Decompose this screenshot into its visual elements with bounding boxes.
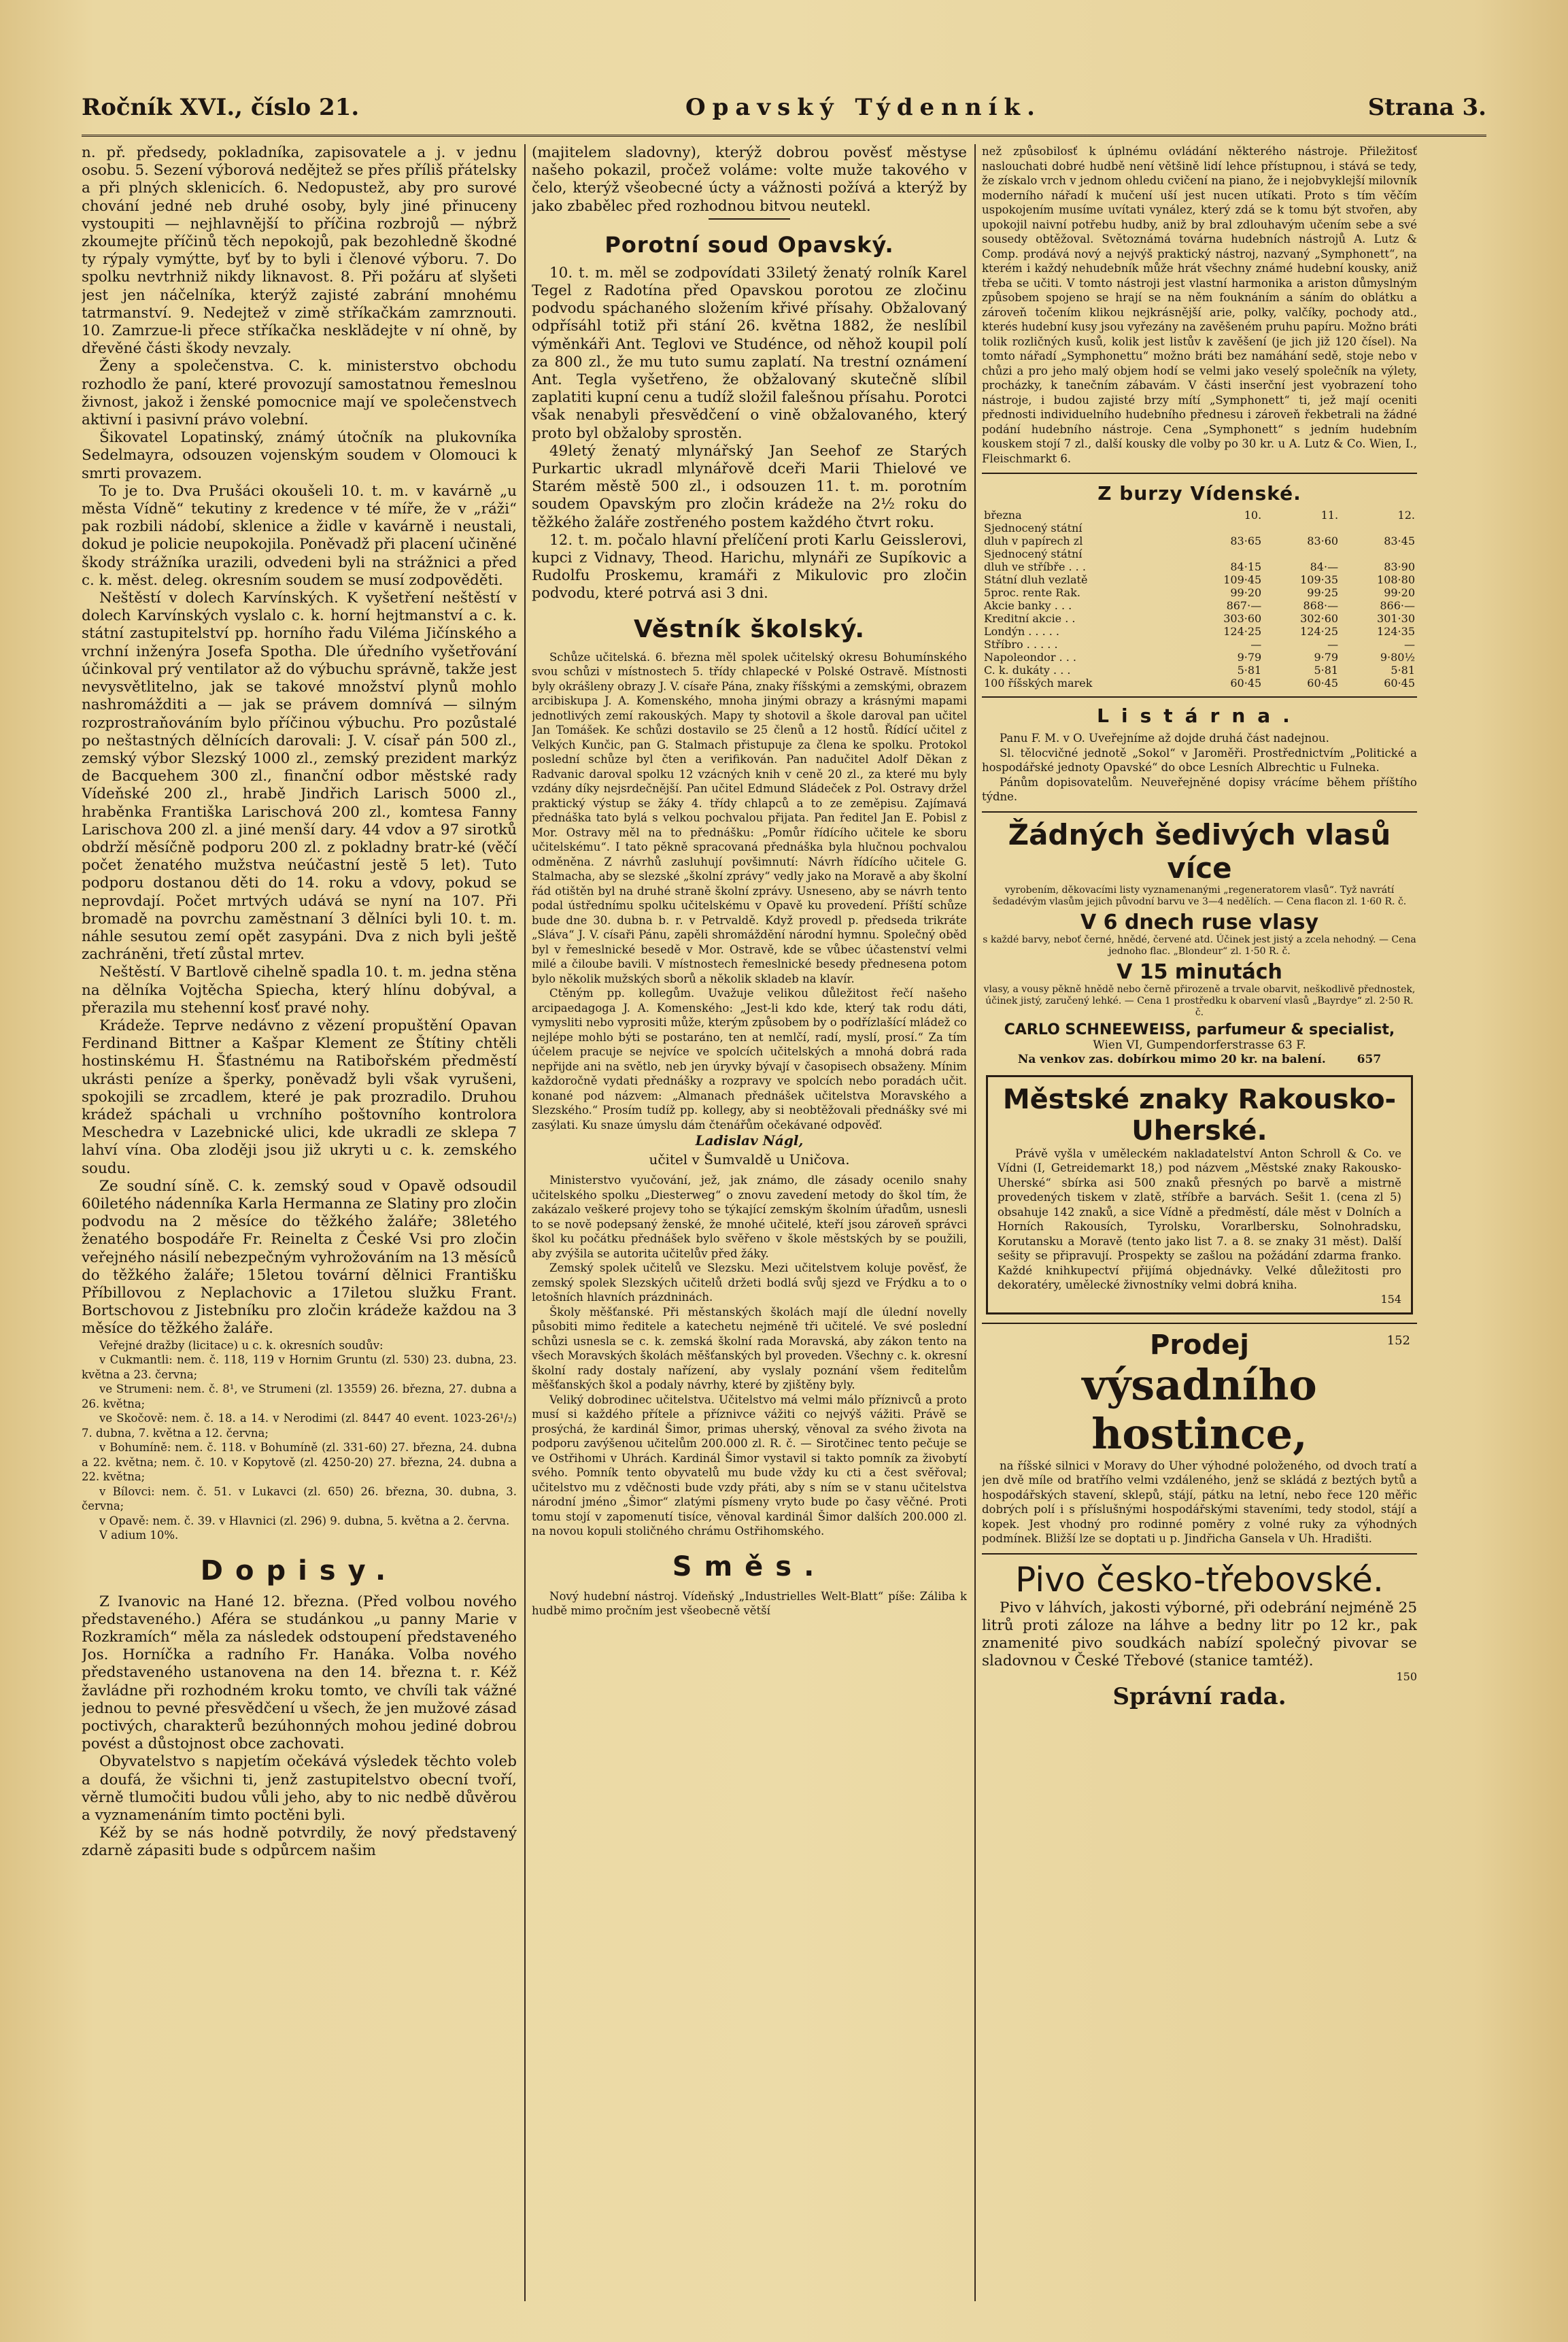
- row-label: dluh ve stříbře . . .: [984, 560, 1086, 573]
- list-item: ve Strumeni: nem. č. 8¹, ve Strumeni (zl. 13559) 26. března, 27. dubna a 26. května;: [82, 1382, 517, 1410]
- paragraph: Neštěstí v dolech Karvínských. K vyšetření neštěstí v dolech Karvínských vyslalo c. k. horní hejtmanství a c. k. státní zastupitelství pp. horního řadu Viléma Jičínského a vrchní inženýra Josefa Spotha. Dle úředního vyšetřování účinkoval prý ventilator až do výbuchu správně, takže jest nevysvětlitelno, jak se takové množství plynů mohlo nashromážditi a — jak se právem domnívá — silným rozprostraňováním bylo příčinou výbuchu. Pro pozůstalé po neštastných dělnících darovali: J. V. císař pán 500 zl., zemský výbor Slezský 1000 zl., zemský prezident markýz de Bacquehem 300 zl., finanční odbor městské rady Vídeňské 200 zl., hrabě Jindřich Larisch 5000 zl., hraběnka Františka Larischová 200 zl., komtesa Fanny Larischova 200 zl. a jiné menší dary. 44 vdov a 97 sirotků obdrží měsíčně podporu 200 zl. z pokladny bratr-ké (věčí počet ženatého mužstva neúčastní jestě 5 let). Tuto podporu dostanou děti do 14. roku a vdovy, pokud se neprovdají. Počet mrtvých udává se nyní na 107. Při bromadě na povrchu zaměstnaní 3 dělníci byli 10. t. m. náhle sesutou zemí opět zasypáni. Dva z nich byli ještě zachráněni, třetí zůstal mrtev.: [82, 590, 517, 964]
- row-label: 5proc. rente Rak.: [984, 586, 1080, 599]
- advert-number: 154: [1380, 1292, 1401, 1306]
- value-cell: [1340, 522, 1417, 534]
- stock-table-body: [982, 522, 1417, 690]
- column-1: [82, 144, 517, 2315]
- value-cell: 60·45: [1230, 677, 1262, 690]
- paragraph: Schůze učitelská. 6. března měl spolek učitelský okresu Bohumínského svou schůzi v místnostech 5. třídy chlapecké v Polské Ostravě. Místnosti byly okrášleny obrazy J. V. císaře Pána, znaky říšskými a zemskými, obrazem arcibiskupa J. A. Komenského, mnoha jinými obrazy a krásnými mapami jednotlivých zemí rakouských. Mapy ty shotovil a škole daroval pan učitel Jan Tomášek. Ke schůzi dostavilo se 25 členů a 12 hostů. Řídící učitel z Velkých Kunčic, pan G. Stalmach přistupuje za člena ke spolku. Protokol poslední schůze byl čten a verifikován. Pan nadučitel Adolf Děkan z Radvanic daroval spolku 12 vzácných knih v ceně 20 zl., za které mu byly vzdány díky nejsrdečnější. Pan učitel Edmund Sládeček z Pol. Ostravy držel praktický výstup se žáky 4. třídy chlapců a to ze zeměpisu. Zajímavá přednáška tato bylá s velkou pochvalou přijata. Pan ředitel Jan E. Pobisl z Mor. Ostravy měl na to přednášku: „Pomůr řídícího učitele ke sboru učitelskému“. I tato pěkně spracovaná přednáška byla hlučnou pochvalou odměněna. Z návrhů zasluhují povšimnutí: Návrh řídícího učitele G. Stalmacha, aby se slezské „školní zprávy“ vedly jako na Moravě a aby školní řád otištěn byl na druhé straně školní zprávy. Usneseno, aby se návrh tento podal ústřednímu spolku učitelskému v Opavě ku provedení. Příští schůze bude dne 30. dubna b. r. v Petrvaldě. Když provedl p. předseda trikráte „Sláva“ J. V. císaři Pánu, zapěli shromáždění národní hymnu. Společný oběd byl v řemeslnické besedě v Mor. Ostravě, kde se vůbec účastenství velmi milé a čiloube bavili. V místnostech řemeslnické besedy přednesena potom bylo několik mužských sborů a několik skladeb na klavír.: [532, 650, 967, 985]
- paragraph: Ženy a společenstva. C. k. ministerstvo obchodu rozhodlo že paní, které provozují samostatnou řemeslnou živnost, jakož i ženské pomocnice mají ve společenstvech aktivní i pasivní právo volební.: [82, 358, 517, 429]
- value-cell: 83·60: [1307, 534, 1339, 547]
- table-row: [982, 651, 1417, 664]
- section-heading: Dopisy.: [200, 1555, 398, 1586]
- issue-info: Ročník XVI., číslo 21.: [82, 94, 360, 121]
- row-label: Sjednocený státní: [984, 522, 1083, 534]
- section-heading: Porotní soud Opavský.: [604, 231, 894, 258]
- advert-title: Prodej: [1150, 1329, 1249, 1361]
- paragraph: Sl. tělocvičné jednotě „Sokol“ v Jaroměři. Prostřednictvím „Politické a hospodářské jednoty Opavské“ do obce Lesních Albrechtic u Fulneka.: [982, 746, 1417, 774]
- row-label: Napoleondor . . .: [984, 651, 1076, 664]
- advert-text: vyrobením, děkovacími listy vyznamenanými „regeneratorem vlasů“. Tyž navrátí šedadévým vlasům jejich původní barvu ve 3—4 nedělích. — Cena flacon zl. 1·60 R. č.: [992, 884, 1407, 907]
- paragraph: Nový hudební nástroj. Vídeňský „Industrielles Welt-Blatt“ píše: Záliba k hudbě mimo pročním jest všeobecně větší: [532, 1589, 967, 1618]
- table-row: [982, 599, 1417, 612]
- paragraph: Pánům dopisovatelům. Neuveřejněné dopisy vrácíme během příštího týdne.: [982, 775, 1417, 803]
- paragraph: Krádeže. Teprve nedávno z vězení propuštění Opavan Ferdinand Bittner a Kašpar Klement ze Štítiny chtěli hostinskému H. Šťastnému na Ratibořském předměstí ukrásti peníze a šperky, poněvadž byli však vyrušeni, spokojili se zrcadlem, které je pak prozradilo. Druhou krádež spáchali u vrchního poštovního kontrolora Meschedra v Lazebnické ulici, kde ukradli ze sklepa 7 lahví vína. Oba zloději jsou již ukryti u c. k. zemského soudu.: [82, 1017, 517, 1177]
- list-item: Veřejné dražby (licitace) u c. k. okresních soudův:: [99, 1338, 384, 1352]
- value-cell: 84·15: [1230, 560, 1262, 573]
- advert-text: Právě vyšla v uměleckém nakladatelství Anton Schroll & Co. ve Vídni (I, Getreidemarkt 18,) pod názvem „Městské znaky Rakousko-Uherské“ sbírka asi 500 znaků přesných po barvě a mistrně provedených tiskem v zlatě, stříbře a barvách. Sešit 1. (cena zl 5) obsahuje 142 znaků, a sice Vídně a předměstí, dále měst v Dolních a Horních Rakousích, Tyrolsku, Vorarlbersku, Solnohradsku, Korutansku a Moravě (tento jako list 7. a 8. se znaky 31 měst). Další sešity se připravují. Prospekty se zašlou na požádání zdarma franko. Každé knihkupectví přijímá objednávky. Velké důležitosti pro dekoratéry, umělecké živnostníky velmi dobrá kniha.: [998, 1147, 1401, 1291]
- value-cell: 83·45: [1384, 534, 1415, 547]
- value-cell: [1340, 547, 1417, 560]
- value-cell: 83·90: [1384, 560, 1415, 573]
- advert-signature: Správní rada.: [1112, 1683, 1286, 1711]
- value-cell: 84·—: [1310, 560, 1339, 573]
- advert-inn: [982, 1323, 1417, 1546]
- value-cell: [1187, 547, 1263, 560]
- advert-signature: CARLO SCHNEEWEISS, parfumeur & specialist,: [1004, 1021, 1395, 1038]
- advert-title: Pivo česko-třebovské.: [1015, 1559, 1384, 1599]
- advert-heading: V 15 minutách: [1117, 960, 1282, 984]
- table-row: [982, 560, 1417, 573]
- paragraph: Ctěným pp. kollegům. Uvažuje velikou důležitost řečí našeho arcipaedagoga J. A. Komenského: „Jest-li kdo kde, který tak rodu dáti, vymysliti nebo vyprositi může, kterým způsobem by o podřízlašící mládež co nejlépe mohlo býti se postaráno, ten at nemlčí, radí, myslí, prosí.“ Za tím účelem pracuje se nejvíce ve spolcích učitelských a mnohá dobrá rada nepřijde ani na světlo, neb jen úryvky bývají v časopisech obsaženy. Mínim každoročně vydati přednášky a rozpravy ve spolcích nebo poradách učit. konané pod názvem: „Almanach přednášek učitelstva Moravského a Slezského.“ Prosím tudíž pp. kollegy, aby si neobtěžovali přednášky své mi zasýlati. Ku snaze úmyslu dám čtenářům očekávané odpověď.: [532, 987, 967, 1132]
- header-rule: [82, 135, 1486, 137]
- row-label: Akcie banky . . .: [984, 599, 1072, 612]
- stock-exchange-box: [982, 473, 1417, 690]
- value-cell: 9·80½: [1380, 651, 1415, 664]
- value-cell: 124·35: [1377, 625, 1415, 638]
- advert-number: 657: [1357, 1052, 1382, 1066]
- advert-text: vlasy, a vousy pěkně hnědě nebo černě přirozeně a trvale obarvit, neškodlivě přednostek, účinek jistý, zaručený lehké. — Cena 1 prostředku k obarvení vlasů „Bayrdye“ zl. 2·50 R. č.: [983, 983, 1416, 1018]
- paragraph: To je to. Dva Prušáci okoušeli 10. t. m. v kavárně „u města Vídně“ tekutiny z kredence v té míře, že v „ráži“ pak rozbili nádobí, sklenice a židle v kavárně i neustali, dokud je policie neupokojila. Poněvadž při placení učiněné škody strážníka urazili, odvedeni byli na strážnici a před c. k. měst. deleg. okresním soudem se musí zodpověděti.: [82, 482, 517, 589]
- section-heading: Směs.: [672, 1550, 827, 1582]
- section-heading: Z burzy Vídenské.: [1097, 482, 1301, 505]
- table-row: [982, 677, 1417, 690]
- paragraph: n. př. předsedy, pokladníka, zapisovatele a j. v jednu osobu. 5. Sezení výborová nedějtež se přes příliš přátelsky a při plných sklenicích. 6. Nedopustež, aby pro surové chování jedné neb druhé osoby, byly jiné přinuceny vystoupiti — nejhlavnější to příčina rozbrojů — nýbrž zkoumejte příčinů těch nepokojů, pak bezohledně škodné ty rýpaly vymýtte, byť by to byli i členové výboru. 7. Do spolku nevtrhniž nikdy liknavost. 8. Při požáru ať slyšeti jest jen náčelníka, kterýž zajisté zabrání mnohému tatrmanství. 9. Nedejtež v zimě stříkačkám zamrznouti. 10. Zamrzue-li přece stříkačka nesklădejte v ní ohně, by dřevěné části škody nevzaly.: [82, 144, 517, 358]
- value-cell: 99·20: [1230, 586, 1262, 599]
- column-2: [532, 144, 967, 2315]
- paragraph: Šikovatel Lopatinský, známý útočník na plukovníka Sedelmayra, odsouzen vojenským soudem v Olomouci k smrti provazem.: [82, 429, 517, 482]
- header-cell: 11.: [1320, 509, 1339, 522]
- paragraph: Školy měšťanské. Při městanských školách mají dle úlední novelly působiti mimo ředitele a katechetu nejméně tři učitelé. Ve své poslední schůzi usnesla se c. k. zemská školní rada Moravská, aby zákon tento na všech Moravských školách měšťanských byl proveden. Všechny c. k. okresní školní rady dostaly nařízení, aby vyslaly poznání všem ředitelům měšťanských škol a podaly návrhy, které by zjištěny byly.: [532, 1305, 967, 1392]
- value-cell: 5·81: [1314, 664, 1339, 677]
- value-cell: 60·45: [1384, 677, 1415, 690]
- paragraph: 12. t. m. počalo hlavní přelíčení proti Karlu Geisslerovi, kupci z Vidnavy, Theod. Harichu, mlynáři ze Supíkovic a Rudolfu Proskemu, kramáři z Mikulovic pro zločin podvodu, které potrvá asi 3 dni.: [532, 531, 967, 603]
- list-item: v Bohumíně: nem. č. 118. v Bohumíně (zl. 331-60) 27. března, 24. dubna a 22. května; nem. č. 10. v Kopytově (zl. 4250-20) 27. března, 24. dubna a 22. května;: [82, 1441, 517, 1484]
- value-cell: 109·35: [1300, 573, 1339, 586]
- row-label: Londýn . . . . .: [984, 625, 1060, 638]
- advert-note: [982, 1053, 1417, 1067]
- signature-role: učitel v Šumvaldě u Uničova.: [649, 1151, 850, 1168]
- table-row: [982, 612, 1417, 625]
- row-label: Stříbro . . . . .: [984, 638, 1058, 651]
- value-cell: 60·45: [1307, 677, 1339, 690]
- value-cell: 99·25: [1307, 586, 1339, 599]
- table-row: [982, 586, 1417, 599]
- advert-beer: [982, 1553, 1417, 1711]
- advert-text: na říšské silnici v Moravy do Uher výhodné položeného, od dvoch tratí a jen dvě míle od bratřího velmi vzdáleného, jenž se skládá z beztých bytů a hospodářských stavení, sklepů, stájí, pátku na letní, nebo řece 120 měřic dobrých polí i s příslušnými hospodářskými staveními, tedy stodol, stájí a kopek. Jest vhodný pro rodinné poměry z volné ruky za výhodných podmínek. Bližší lze se doptati u p. Jindřicha Gansela v Uh. Hradišti.: [982, 1459, 1417, 1545]
- page-header: [82, 87, 1486, 128]
- table-row: [982, 664, 1417, 677]
- paragraph: 10. t. m. měl se zodpovídati 33iletý ženatý rolník Karel Tegel z Radotína před Opavskou porotou ze zločinu podvodu spáchaného složením křivé přísahy. Obžalovaný odpřísáhl totiž při stání 26. května 1882, že neslíbil výměnkáři Ant. Teglovi ve Studénce, od něhož koupil polí za 800 zl., že mu tuto sumu zaplatí. Na trestní oznámení Ant. Tegla vyšetřeno, že obžalovaný skutečně slíbil zaplatiti kupní cenu a tudíž složil falešnou přísahu. Porotci však nenabyli přesvědčení o vině obžalovaného, který proto byl obžaloby sprostěn.: [532, 264, 967, 442]
- value-cell: 301·30: [1377, 612, 1415, 625]
- paragraph: Veliký dobrodinec učitelstva. Učitelstvo má velmi málo příznivců a proto musí si každého přítele a příznivce vážiti co nejvýš vážiti. Právě se prosýchá, že kardinál Šimor, primas uherský, věnoval za svého života na podporu zavýšenou učitelům 200.000 zl. R. č. — Sirotčinec tento pečuje se ve Ostřihomi v Uhrách. Kardinál Šimor vystavil si takto pomník za živobytí svého. Pomník tento obyvatelů mu bude vždy ku cti a čest svěřoval; učitelstvo mu z vděčnosti bude vzdy přáti, aby s ním se v stanu učitelstva národní jméno „Šimor“ zlatými písmeny vryto bude po časy věčné. Proti tomu stojí v zapomenutí tisíce, věnoval kardinál Šimor dalších 200.000 zl. na novou kopuli stoličného chrámu Ostřihomského.: [532, 1393, 967, 1538]
- value-cell: 124·25: [1300, 625, 1339, 638]
- value-cell: 5·81: [1391, 664, 1415, 677]
- school-news: [532, 650, 967, 1539]
- advert-text: s každé barvy, neboť černé, hnědé, červené atd. Účinek jest jistý a zcela nehodný. — Cena jednoho flac. „Blondeur“ zl. 1·50 R. č.: [983, 934, 1416, 957]
- advert-title: Žádných šedivých vlasů více: [1008, 817, 1391, 885]
- list-item: v Cukmantli: nem. č. 118, 119 v Hornim Gruntu (zl. 530) 23. dubna, 23. května a 23. června;: [82, 1353, 517, 1381]
- paragraph: Zemský spolek učitelů ve Slezsku. Mezi učitelstvem koluje pověsť, že zemský spolek Slezských učitelů držeti bodlá svůj sjezd ve Frýdku a to o letošních hlavních prázdninách.: [532, 1261, 967, 1304]
- page-number: Strana 3.: [1367, 94, 1486, 121]
- list-item: V adium 10%.: [99, 1529, 179, 1542]
- paragraph: (majitelem sladovny), kterýž dobrou pověsť městyse našeho pokazil, pročež voláme: volte muže takového v čelo, kterýž všeobecné úcty a vážnosti požívá a kterýž by jako zbabělec před rozhodnou bitvou neutekl.: [532, 144, 967, 215]
- paragraph: Ze soudní síně. C. k. zemský soud v Opavě odsoudil 60iletého nádenníka Karla Hermanna ze Slatiny pro zločin podvodu na 2 měsíce do těžkého žaláře; 38letého ženatého bospodáře Fr. Reinelta z České Vsi pro zločin veřejného násilí nebezpečným vyhrožováním na 13 měsíců do těžkého žaláře; 15letou tovární dělnici Františku Příbillovou z Neplachovic a 17iletou služku Frant. Bortschovou z Jistebníku pro zločin krádeže každou na 3 měsíce do těžkého žaláře.: [82, 1177, 517, 1338]
- paragraph: Neštěstí. V Bartlově cihelně spadla 10. t. m. jedna stěna na dělníka Vojtěcha Spiecha, který hlínu dobýval, a přerazila mu stehenní kosť pravé nohy.: [82, 964, 517, 1017]
- list-item: v Bílovci: nem. č. 51. v Lukavci (zl. 650) 26. března, 30. dubna, 3. června;: [82, 1484, 517, 1513]
- value-cell: 124·25: [1223, 625, 1262, 638]
- advert-heading: výsadního hostince,: [1082, 1359, 1317, 1459]
- value-cell: 99·20: [1384, 586, 1415, 599]
- table-header: [982, 509, 1417, 522]
- value-cell: 9·79: [1237, 651, 1262, 664]
- divider: [709, 218, 790, 220]
- table-row: [982, 625, 1417, 638]
- advert-title: Městské znaky Rakousko-Uherské.: [1002, 1083, 1397, 1147]
- value-cell: 109·45: [1223, 573, 1262, 586]
- table-row: [982, 534, 1417, 547]
- signature: Ladislav Nágl,: [695, 1132, 804, 1149]
- row-label: C. k. dukáty . . .: [984, 664, 1071, 677]
- paragraph: Z Ivanovic na Hané 12. března. (Před volbou nového představeného.) Aféra se studánkou „u panny Marie v Rozkramích“ měla za následek odstoupení představeného Jos. Horníčka a radního Fr. Hanáka. Volba nového představeného ustanovena na den 14. března t. r. Kéž žavládne při rozhodném kroku tomto, ve chvíli tak vážné jednou to pevné přesvědčení u všech, že jen mužové zásad poctivých, charakterů bezúhonných mohou jediné dobrou povést a důstojnost obce zachovati.: [82, 1593, 517, 1753]
- header-cell: 12.: [1397, 509, 1415, 522]
- advert-hair: [982, 811, 1417, 1067]
- advert-number: 150: [1396, 1670, 1417, 1684]
- paragraph: Ministerstvo vyučování, jež, jak známo, dle zásady ocenilo snahy učitelského spolku „Diesterweg“ o znovu zavedení metody do škol tím, že zakázalo veškeré projevy toho se týkající zemským školním úřadům, usnesli to se nově podepsaný ženské, že mnohé učitelé, kteří jsou zároveň správci škol ku počátku přednášek bylo svěřeno v škole městských by se použili, aby zvýšila se autorita učitelův před žáky.: [532, 1174, 967, 1260]
- advert-text: Pivo v láhvích, jakosti výborné, při odebrání nejméně 25 litrů proti záloze na láhve a bedny litr po 12 kr., pak znamenité pivo soudkách nabízí společný pivovar se sladovnou v České Třebové (stanice tamtéž).: [982, 1599, 1417, 1670]
- advert-emblems: [986, 1075, 1413, 1314]
- value-cell: [1187, 522, 1263, 534]
- advert-number: 152: [1386, 1333, 1410, 1348]
- advert-heading: V 6 dnech ruse vlasy: [1080, 910, 1319, 934]
- list-item: v Opavě: nem. č. 39. v Hlavnici (zl. 296) 9. dubna, 5. května a 2. června.: [99, 1514, 510, 1527]
- value-cell: 868·—: [1303, 599, 1339, 612]
- value-cell: —: [1250, 638, 1262, 651]
- value-cell: 5·81: [1237, 664, 1262, 677]
- row-label: Kreditní akcie . .: [984, 612, 1076, 625]
- value-cell: 866·—: [1380, 599, 1415, 612]
- advert-note-text: Na venkov zas. dobírkou mimo 20 kr. na balení.: [1017, 1052, 1326, 1066]
- value-cell: [1263, 547, 1340, 560]
- table-row: [982, 522, 1417, 534]
- row-label: Státní dluh vezlatě: [984, 573, 1088, 586]
- column-divider: [524, 144, 526, 2301]
- table-row: [982, 638, 1417, 651]
- value-cell: —: [1404, 638, 1415, 651]
- value-cell: 302·60: [1300, 612, 1339, 625]
- section-heading: Listárna.: [1097, 705, 1302, 727]
- paragraph: Panu F. M. v O. Uveřejníme až dojde druhá část nadejnou.: [1000, 732, 1329, 745]
- row-label: dluh v papírech zl: [984, 534, 1083, 547]
- paragraph: 49letý ženatý mlynářský Jan Seehof ze Starých Purkartic ukradl mlynářově dceři Marii Thielové ve Starém městě 500 zl., i odsouzen 11. t. m. porotním soudem Opavským pro zločin krádeže na 2½ roku do těžkého žaláře zostřeného postem každého čtvrt roku.: [532, 442, 967, 531]
- value-cell: 83·65: [1230, 534, 1262, 547]
- paragraph: Obyvatelstvo s napjetím očekává výsledek těchto voleb a doufá, že všichni ti, jenž zastupitelstvo obecní tvoří, věrně tlumočiti budou vůli jeho, aby to nic nedbě důvěrou a vyznamenáním timto poctěni byli.: [82, 1753, 517, 1825]
- column-divider: [974, 144, 976, 2301]
- value-cell: 9·79: [1314, 651, 1339, 664]
- letterbox: [982, 696, 1417, 804]
- value-cell: —: [1327, 638, 1339, 651]
- section-heading: Věstník školský.: [633, 615, 866, 643]
- row-label: Sjednocený státní: [984, 547, 1083, 560]
- table-row: [982, 573, 1417, 586]
- column-3: [982, 144, 1417, 2315]
- table-row: [982, 547, 1417, 560]
- auction-list: [82, 1338, 517, 1543]
- newspaper-title: Opavský Týdenník.: [685, 94, 1042, 121]
- value-cell: 108·80: [1377, 573, 1415, 586]
- value-cell: [1263, 522, 1340, 534]
- paragraph: než způsobilosť k úplnému ovládání některého nástroje. Přiležitosť naslouchati dobré hudbě není většině lidí lehce přístupnou, i stává se tedy, že získalo vrch v jednom ohledu cvičení na piano, že i nejobvyklejší milovník moderního nářadí k mučení uší jest nucen utíkati. Proto s tím věčím uspokojením musíme uvítati vynález, který zdá se k tomu být stvořen, aby upokojil naivní potřebu hudby, aniž by bral zdlouhavým učením sebe a své sousedy obtěžoval. Světoznámá továrna hudebních nástrojů A. Lutz & Comp. prodává nový a nejvýš praktický nástroj, nazvaný „Symphonett“, na kterém i každý nehudebník může hrát všechny známé hudební kousky, aniž třeba se učiti. V tomto nástroji jest vlastní harmonika a ariston důmyslným způsobem spojeno se hrají se na něm fouknáním a sáním do oblátku a zároveň točením klikou nejkrásnější arie, polky, valčíky, pochody atd., kterés hudební kusy jsou vyřezány na zavěšeném pruhu papíru. Možno bráti tolik rozličných kusů, kolik jest listův k zavěšení (je jich již 120 čísel). Na tomto nářadí „Symphonettu“ možno bráti bez namáhání sedě, stoje nebo v chůzi a pro jeho malý objem hodí se velmi jako veselý společník na výlety, procházky, k tanečním zábavám. V části inserční jest vyobrazení toho nástroje, i budou zajisté brzy mítí „Symphonett“ ti, jež mají oceniti přednosti individuelního hudebního přednesu i zároveň řekbetrali na žádné podání hudebního nástroje. Cena „Symphonett“ s jedním hudebním kouskem stojí 7 zl., další kousky dle volby po 30 kr. u A. Lutz & Co. Wien, I., Fleischmarkt 6.: [982, 145, 1417, 465]
- stock-table: [982, 509, 1417, 690]
- list-item: ve Skočově: nem. č. 18. a 14. v Nerodimi (zl. 8447 40 event. 1023-26¹/₂) 7. dubna, 7. května a 12. června;: [82, 1412, 517, 1440]
- header-cell: 10.: [1244, 509, 1262, 522]
- advert-address: Wien VI, Gumpendorferstrasse 63 F.: [1093, 1038, 1306, 1052]
- row-label: 100 říšských marek: [984, 677, 1093, 690]
- value-cell: 303·60: [1223, 612, 1262, 625]
- value-cell: 867·—: [1226, 599, 1262, 612]
- header-cell: března: [984, 509, 1022, 522]
- paragraph: Kéž by se nás hodně potvrdily, že nový představený zdarně zápasiti bude s odpůrcem našim: [82, 1825, 517, 1860]
